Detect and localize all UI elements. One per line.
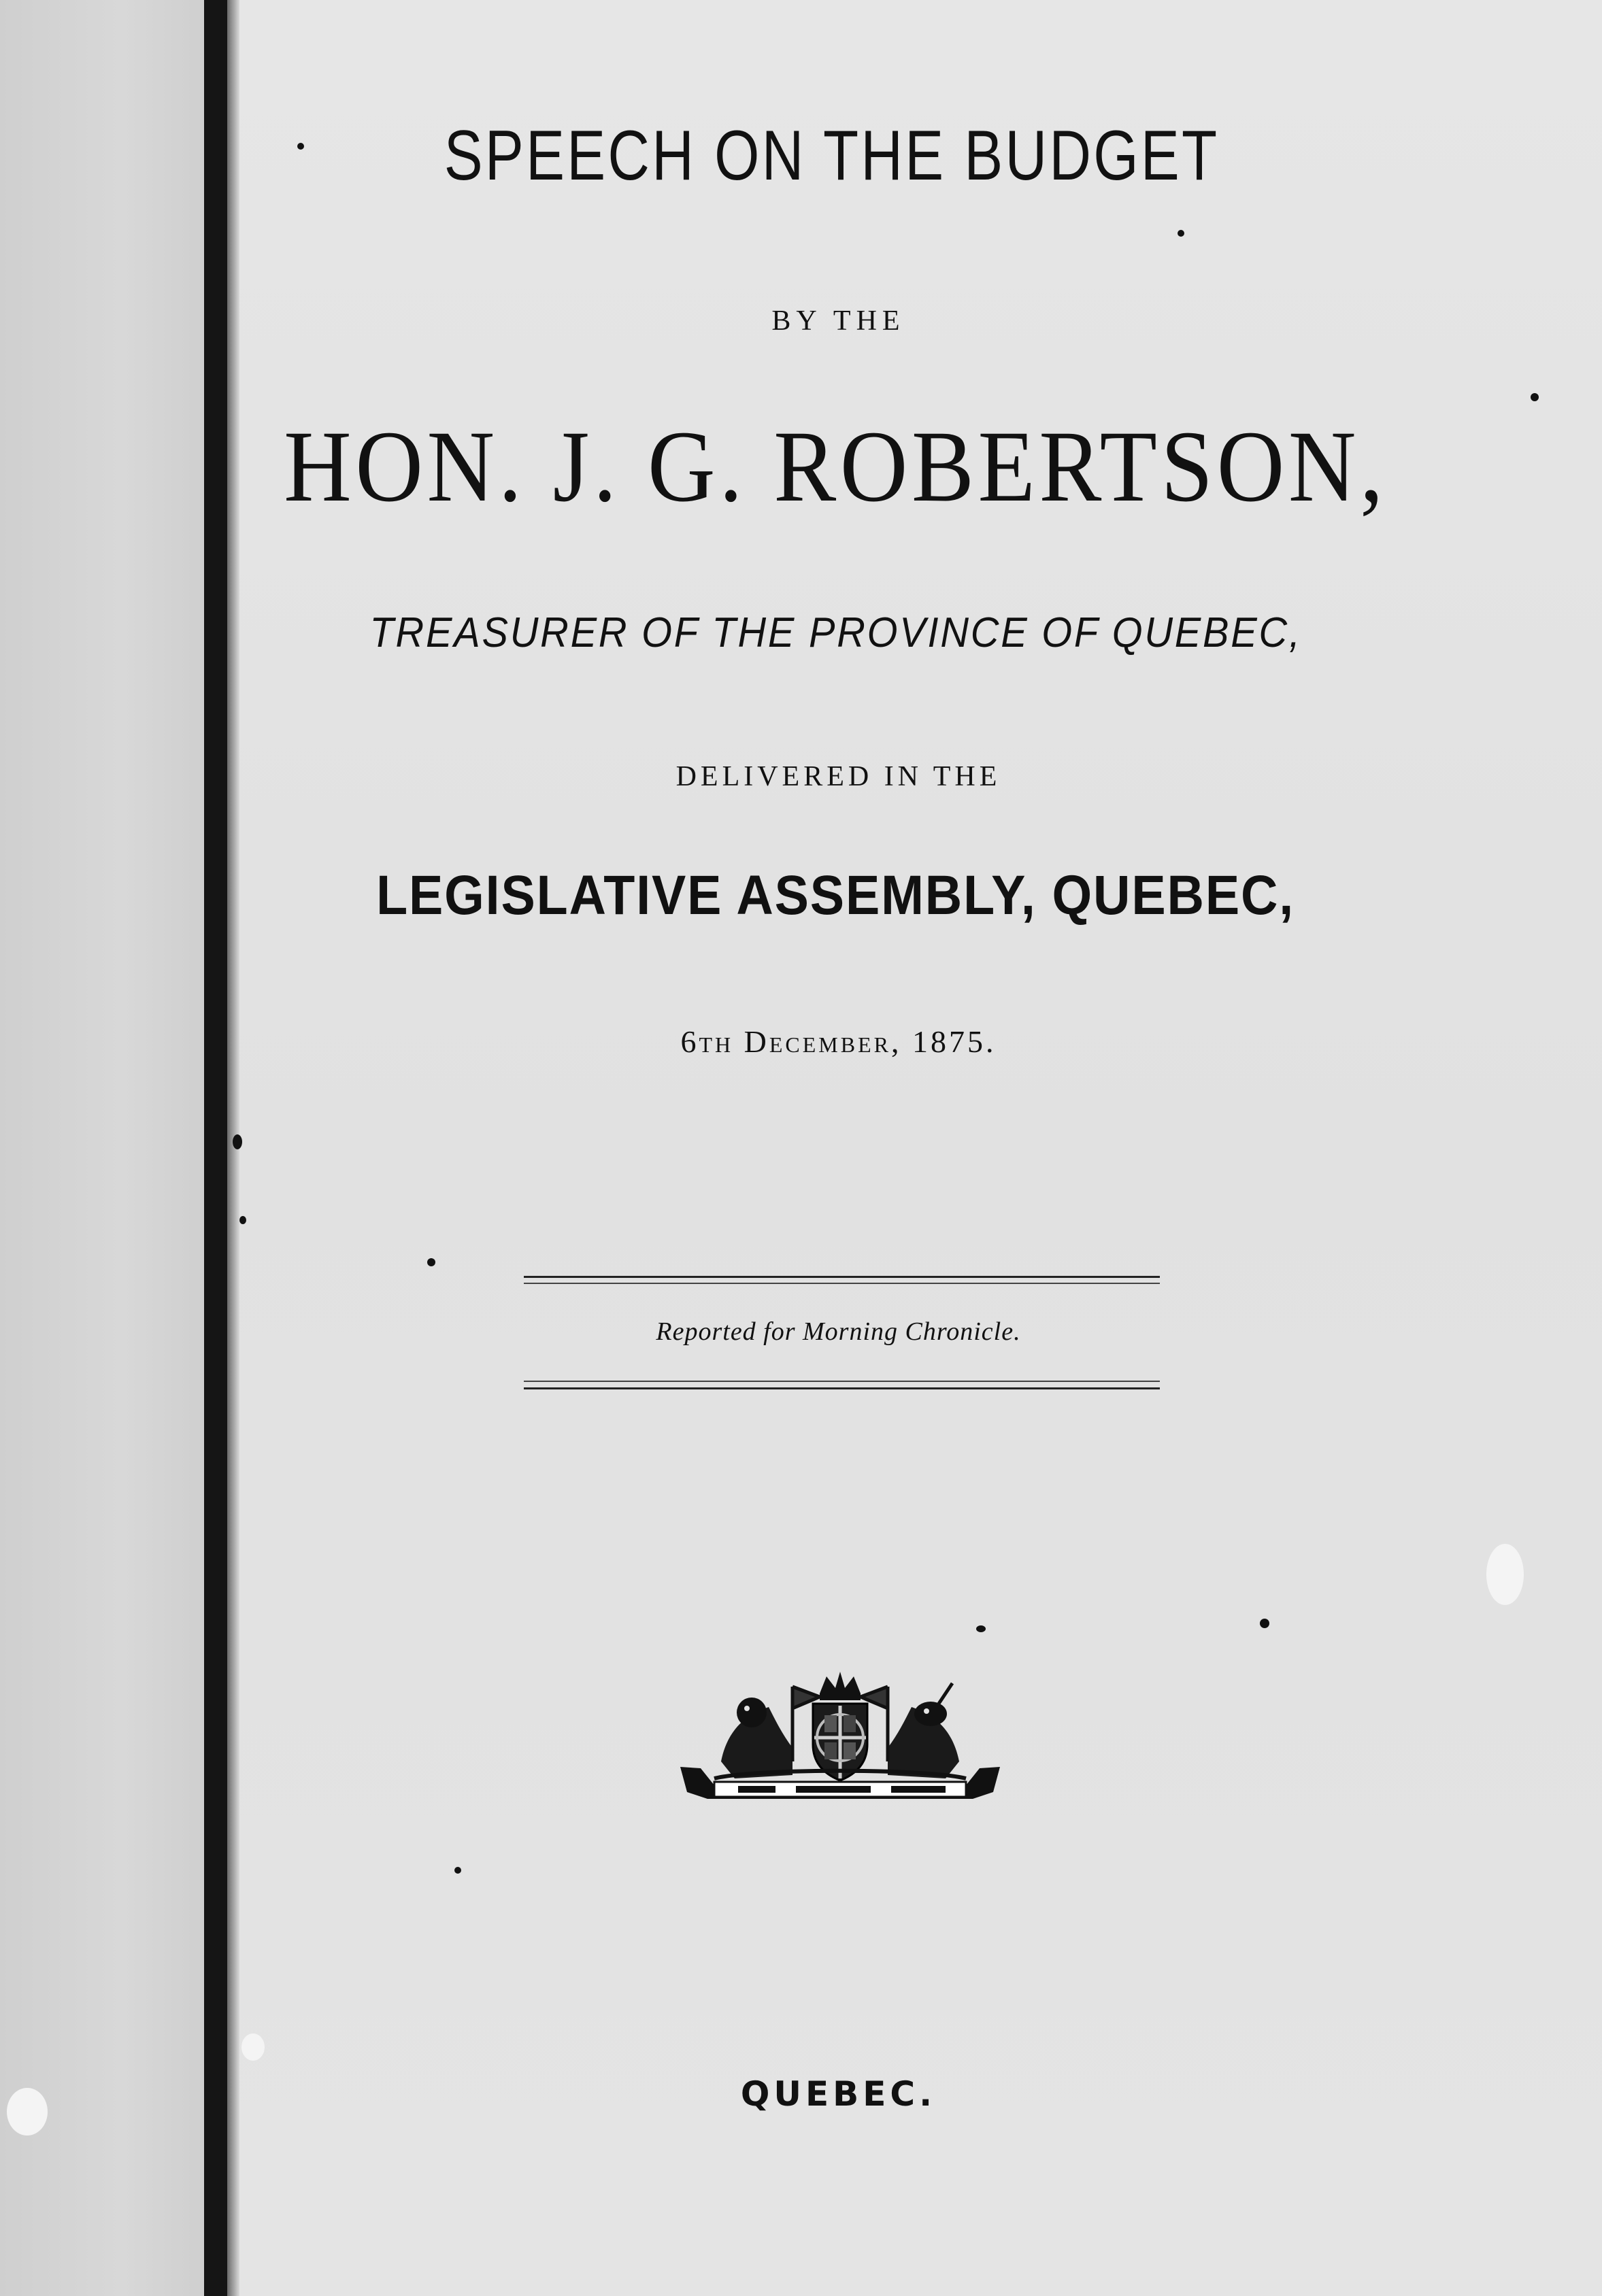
- royal-coat-of-arms-icon: [673, 1666, 1007, 1802]
- date-line: 6th December, 1875.: [680, 1024, 997, 1059]
- scan-speck: [1260, 1619, 1269, 1628]
- bottom-rule: [524, 1387, 1160, 1389]
- scan-speck: [1531, 393, 1539, 401]
- venue-line: LEGISLATIVE ASSEMBLY, QUEBEC,: [376, 864, 1295, 926]
- binding-spine: [204, 0, 227, 2296]
- bottom-rule-inner: [524, 1381, 1160, 1382]
- scan-blemish: [1486, 1544, 1524, 1605]
- scan-blemish: [241, 2033, 265, 2061]
- delivered-line: DELIVERED IN THE: [675, 761, 1001, 792]
- author-office: TREASURER OF THE PROVINCE OF QUEBEC,: [369, 609, 1302, 656]
- imprint-place: QUEBEC.: [740, 2074, 937, 2114]
- scan-speck: [239, 1216, 246, 1224]
- top-rule: [524, 1276, 1160, 1278]
- scan-speck: [1178, 230, 1184, 237]
- scan-speck: [233, 1134, 242, 1149]
- adjacent-page-edge: [0, 0, 204, 2296]
- scan-speck: [454, 1867, 461, 1874]
- scan-blemish: [7, 2088, 48, 2135]
- by-line: BY THE: [771, 305, 905, 337]
- document-title: SPEECH ON THE BUDGET: [444, 116, 1220, 195]
- author-name: HON. J. G. ROBERTSON,: [284, 410, 1388, 523]
- title-page: [239, 0, 1602, 2296]
- scan-speck: [427, 1258, 435, 1266]
- scan-speck: [976, 1625, 986, 1632]
- top-rule-inner: [524, 1283, 1160, 1284]
- reported-note: Reported for Morning Chronicle.: [656, 1317, 1021, 1346]
- scan-speck: [297, 143, 304, 150]
